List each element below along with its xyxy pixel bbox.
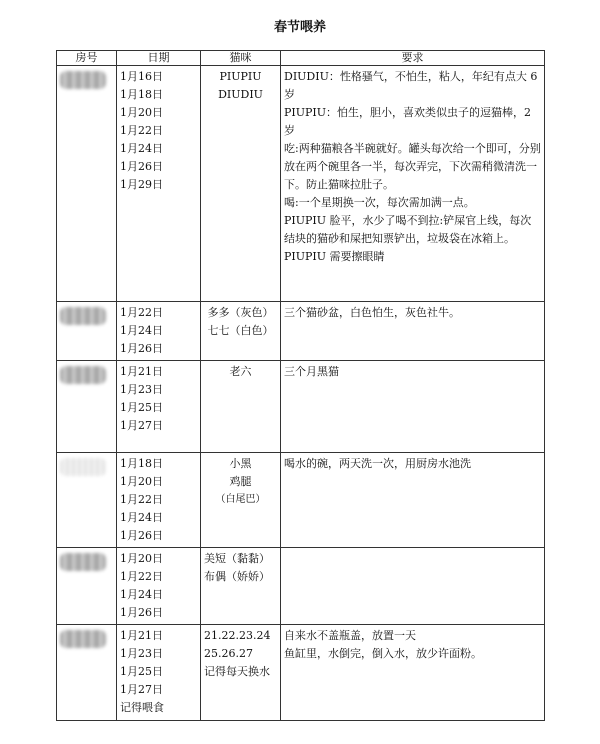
room-number-redacted <box>57 66 117 302</box>
date-item: 1月21日 <box>120 365 163 378</box>
requirements <box>281 302 545 361</box>
date-item: 1月22日 <box>120 493 163 506</box>
header-room: 房号 <box>57 51 117 66</box>
feeding-schedule-table <box>56 50 545 721</box>
requirements <box>281 66 545 302</box>
date-item: 记得喂食 <box>120 701 164 714</box>
date-list <box>117 453 201 548</box>
room-number-redacted <box>57 302 117 361</box>
table-row <box>57 625 545 721</box>
date-item: 1月22日 <box>120 570 163 583</box>
requirement-line: 三个月黑猫 <box>284 365 339 378</box>
cat-names <box>201 625 281 721</box>
date-list <box>117 361 201 453</box>
date-item: 1月24日 <box>120 142 163 155</box>
redaction-blur <box>60 630 106 648</box>
date-item: 1月24日 <box>120 324 163 337</box>
table-row <box>57 361 545 453</box>
cat-names <box>201 302 281 361</box>
cat-note: （白尾巴） <box>215 494 266 505</box>
date-item: 1月22日 <box>120 124 163 137</box>
date-item: 1月22日 <box>120 306 163 319</box>
requirements <box>281 453 545 548</box>
date-item: 1月24日 <box>120 588 163 601</box>
requirement-line: PIUPIU 需要擦眼睛 <box>284 250 385 263</box>
requirement-line: 自来水不盖瓶盖，放置一天 <box>284 629 416 642</box>
cat-name: DIUDIU <box>218 88 263 101</box>
cat-name: 鸡腿 <box>229 475 252 488</box>
date-item: 1月20日 <box>120 106 163 119</box>
redaction-blur <box>60 458 106 476</box>
cat-names <box>201 453 281 548</box>
date-item: 1月18日 <box>120 88 163 101</box>
header-cat: 猫咪 <box>201 51 281 66</box>
table-row <box>57 453 545 548</box>
requirement-line: 喝:一个星期换一次，每次需加满一点。 <box>284 196 475 209</box>
cat-name: PIUPIU <box>219 70 262 83</box>
redaction-blur <box>60 71 106 89</box>
date-list <box>117 66 201 302</box>
date-item: 1月16日 <box>120 70 163 83</box>
date-item: 1月25日 <box>120 401 163 414</box>
cat-name: 布偶（娇娇） <box>204 570 270 583</box>
table-row <box>57 302 545 361</box>
date-item: 1月26日 <box>120 342 163 355</box>
room-number-redacted <box>57 548 117 625</box>
requirement-line: PIUPIU：怕生，胆小，喜欢类似虫子的逗猫棒，2 岁 <box>284 106 532 137</box>
cat-names <box>201 361 281 453</box>
date-item: 1月18日 <box>120 457 163 470</box>
cat-name: 美短（黏黏） <box>204 552 270 565</box>
header-date: 日期 <box>117 51 201 66</box>
cat-name: 多多（灰色） <box>207 306 274 319</box>
requirement-line: DIUDIU：性格骚气，不怕生，粘人，年纪有点大 6 岁 <box>284 70 538 101</box>
date-item: 1月20日 <box>120 552 163 565</box>
redaction-blur <box>60 366 106 384</box>
cat-schedule: 25.26.27 <box>204 647 253 660</box>
table-row <box>57 66 545 302</box>
date-item: 1月21日 <box>120 629 163 642</box>
requirement-line: 喝水的碗，两天洗一次，用厨房水池洗 <box>284 457 471 470</box>
document-title: 春节喂养 <box>273 20 326 35</box>
cat-name: 七七（白色） <box>207 324 274 337</box>
requirement-line: 鱼缸里，水倒完，倒入水，放少许面粉。 <box>284 647 482 660</box>
date-item: 1月23日 <box>120 383 163 396</box>
room-number-redacted <box>57 625 117 721</box>
requirement-line: 三个猫砂盆，白色怕生，灰色社牛。 <box>284 306 460 319</box>
redaction-blur <box>60 307 106 325</box>
requirement-line: PIUPIU 脸平，水少了喝不到拉:铲屎官上线，每次结块的猫砂和屎把知票铲出，垃圾袋在冰箱上。 <box>284 214 532 245</box>
cat-name: 老六 <box>229 365 252 378</box>
requirements <box>281 548 545 625</box>
date-item: 1月26日 <box>120 606 163 619</box>
date-item: 1月27日 <box>120 683 163 696</box>
cat-names <box>201 548 281 625</box>
date-list <box>117 625 201 721</box>
date-item: 1月27日 <box>120 419 163 432</box>
room-number-redacted <box>57 361 117 453</box>
header-requirements: 要求 <box>281 51 545 66</box>
date-item: 1月26日 <box>120 160 163 173</box>
date-list <box>117 302 201 361</box>
date-item: 1月20日 <box>120 475 163 488</box>
requirements <box>281 361 545 453</box>
cat-note: 记得每天换水 <box>204 665 270 678</box>
requirements <box>281 625 545 721</box>
cat-names <box>201 66 281 302</box>
table-row <box>57 548 545 625</box>
requirement-line: 吃:两种猫粮各半碗就好。罐头每次给一个即可，分别放在两个碗里各一半，每次弄完，下次需稍微清洗一下。防止猫咪拉肚子。 <box>284 142 541 191</box>
date-list <box>117 548 201 625</box>
date-item: 1月23日 <box>120 647 163 660</box>
redaction-blur <box>60 553 106 571</box>
date-item: 1月25日 <box>120 665 163 678</box>
date-item: 1月24日 <box>120 511 163 524</box>
date-item: 1月26日 <box>120 529 163 542</box>
date-item: 1月29日 <box>120 178 163 191</box>
room-number-redacted <box>57 453 117 548</box>
cat-name: 小黑 <box>229 457 252 470</box>
cat-schedule: 21.22.23.24 <box>204 629 271 642</box>
header-row <box>57 51 545 66</box>
